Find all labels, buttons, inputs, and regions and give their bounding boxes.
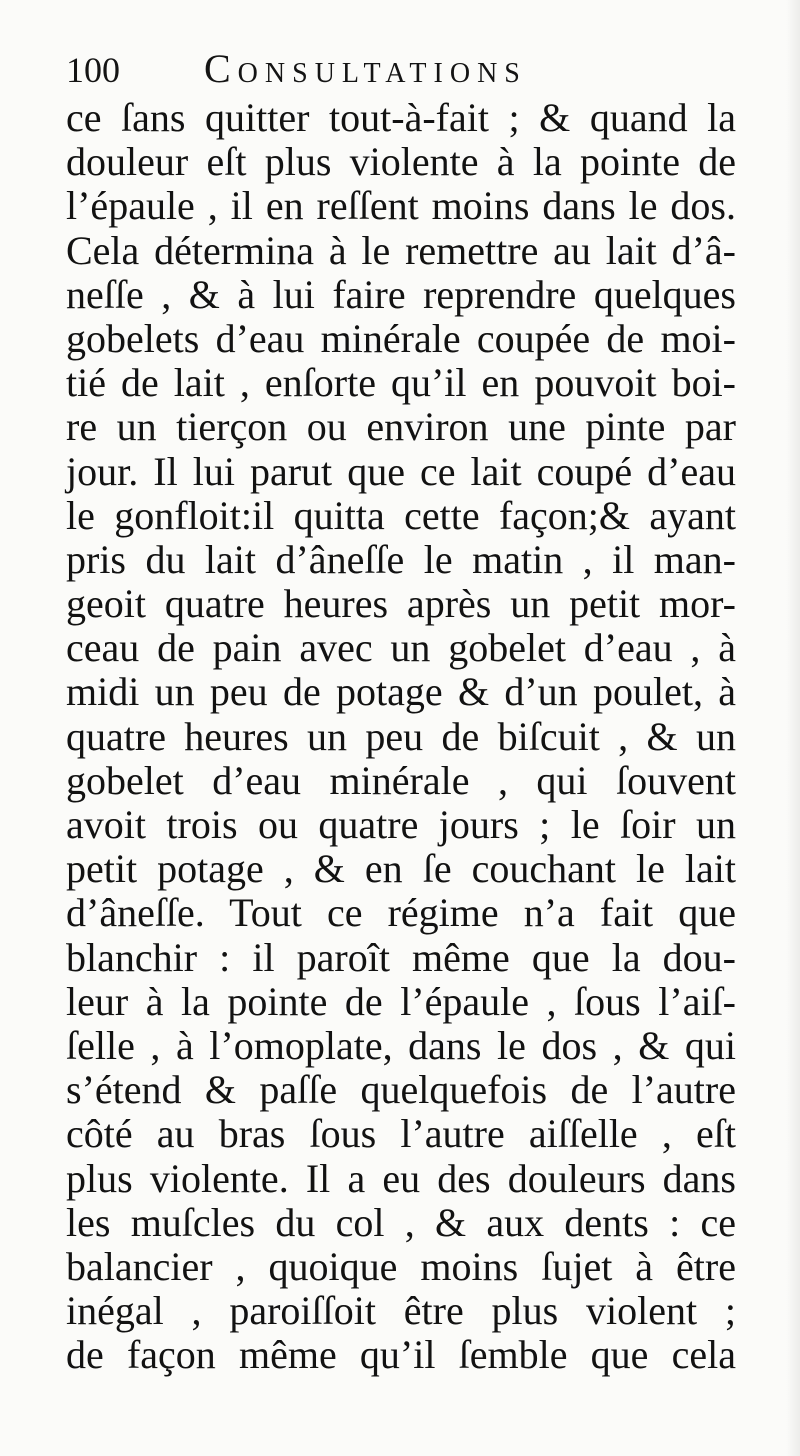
text-line: côté au bras ſous l’autre aiſſelle , eſt [66,1111,736,1157]
text-line: geoit quatre heures après un petit mor- [66,581,736,627]
text-line: d’âneſſe. Tout ce régime n’a fait que [66,890,736,936]
text-line: plus violente. Il a eu des douleurs dans [66,1155,736,1201]
page-edge-shadow [786,0,800,1456]
text-line: s’étend & paſſe quelquefois de l’autre [66,1067,736,1113]
text-line: pris du lait d’âneſſe le matin , il man- [66,536,736,582]
text-line: quatre heures un peu de biſcuit , & un [66,713,736,759]
text-line: ce ſans quitter tout-à-fait ; & quand la [66,95,736,140]
text-line: ſelle , à l’omoplate, dans le dos , & qui [66,1022,736,1068]
running-title: Consultations [204,46,527,91]
text-line: gobelets d’eau minérale coupée de moi- [66,315,736,361]
text-line: inégal , paroiſſoit être plus violent ; [66,1288,736,1334]
text-line: balancier , quoique moins ſujet à être [66,1243,736,1289]
text-line: gobelet d’eau minérale , qui ſouvent [66,757,736,803]
text-line: petit potage , & en ſe couchant le lait [66,846,736,892]
text-line: blanchir : il paroît même que la dou- [66,934,736,980]
text-line: les muſcles du col , & aux dents : ce [66,1199,736,1245]
body-text [66,96,736,1377]
text-line: de façon même qu’il ſemble que cela [66,1332,736,1378]
running-head [66,44,746,94]
text-line: douleur eſt plus violente à la pointe de [66,139,736,185]
text-line: l’épaule , il en reſſent moins dans le dos. [66,183,736,229]
text-line: ceau de pain avec un gobelet d’eau , à [66,625,736,671]
text-line: le gonfloit:il quitta cette façon;& ayant [66,492,736,538]
text-line: re un tierçon ou environ une pinte par [66,404,736,450]
text-line: Cela détermina à le remettre au lait d’â- [66,227,736,273]
page-number: 100 [66,50,120,90]
text-line: jour. Il lui parut que ce lait coupé d’eau [66,448,736,494]
text-line: avoit trois ou quatre jours ; le ſoir un [66,802,736,847]
text-line: tié de lait , enſorte qu’il en pouvoit boi- [66,360,736,406]
text-line: neſſe , & à lui faire reprendre quelques [66,271,736,317]
text-line: leur à la pointe de l’épaule , ſous l’aiſ- [66,978,736,1024]
text-line: midi un peu de potage & d’un poulet, à [66,669,736,715]
